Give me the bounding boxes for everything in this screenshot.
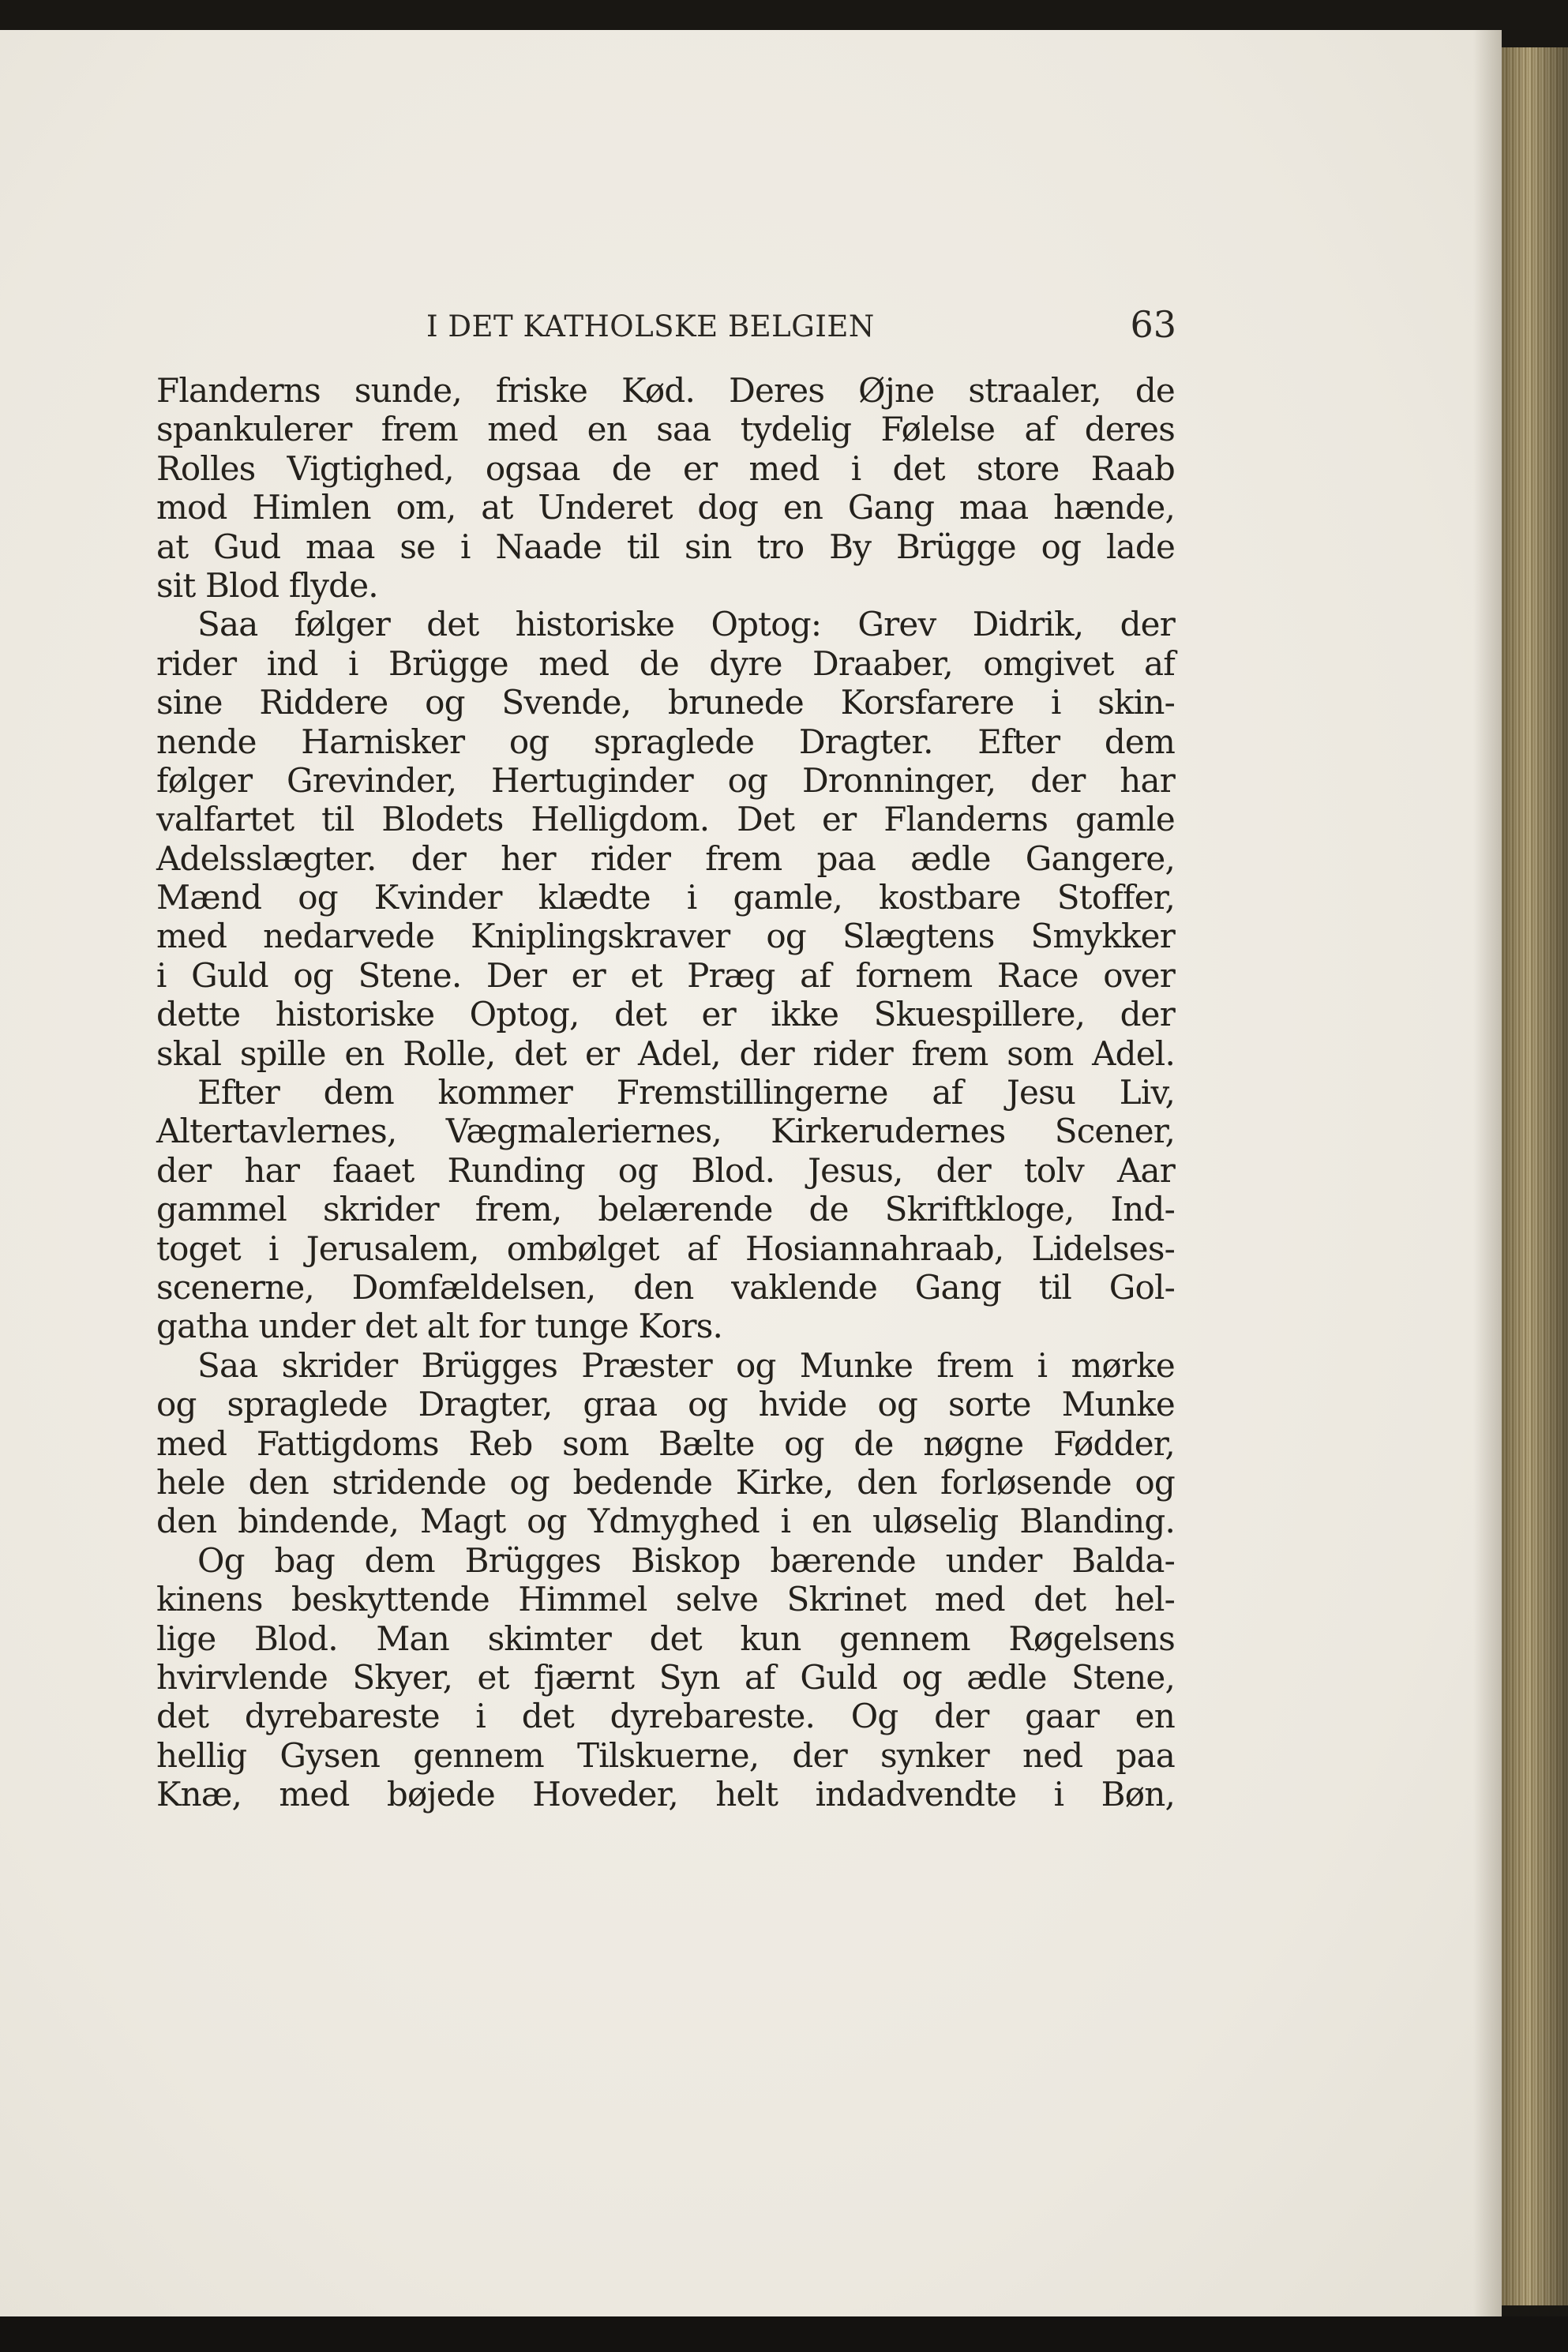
page-gutter-shadow	[1473, 30, 1502, 2316]
running-header	[158, 300, 1176, 363]
text-line: Rolles Vigtighed, ogsaa de er med i det store Raab	[156, 448, 1175, 488]
text-line: spankulerer frem med en saa tydelig Følelse af deres	[156, 410, 1175, 449]
text-line: valfartet til Blodets Helligdom. Det er Flanderns gamle	[156, 800, 1175, 839]
text-line: gatha under det alt for tunge Kors.	[156, 1307, 723, 1346]
text-line: at Gud maa se i Naade til sin tro By Brügge og lade	[156, 527, 1175, 566]
scanner-bottom-band	[0, 2316, 1568, 2352]
text-line: Efter dem kommer Fremstillingerne af Jesu Liv,	[197, 1073, 1175, 1112]
text-line: Altertavlernes, Vægmaleriernes, Kirkerudernes Scener,	[156, 1112, 1175, 1151]
text-line: Mænd og Kvinder klædte i gamle, kostbare Stoffer,	[156, 878, 1175, 917]
text-line: den bindende, Magt og Ydmyghed i en uløselig Blanding.	[156, 1502, 1175, 1541]
text-line: hellig Gysen gennem Tilskuerne, der synker ned paa	[156, 1735, 1175, 1775]
text-line: sine Riddere og Svende, brunede Korsfarere i skin-	[156, 683, 1175, 722]
text-line: Flanderns sunde, friske Kød. Deres Øjne straaler, de	[156, 371, 1175, 410]
text-line: mod Himlen om, at Underet dog en Gang maa hænde,	[156, 488, 1175, 527]
text-line: Knæ, med bøjede Hoveder, helt indadvendte i Bøn,	[156, 1775, 1175, 1814]
text-line: med Fattigdoms Reb som Bælte og de nøgne Fødder,	[156, 1424, 1175, 1463]
book-page-edges-shade	[1502, 47, 1568, 2305]
text-line: kinens beskyttende Himmel selve Skrinet med det hel-	[156, 1580, 1175, 1619]
text-line: rider ind i Brügge med de dyre Draaber, omgivet af	[156, 643, 1175, 683]
text-line: Og bag dem Brügges Biskop bærende under Balda-	[197, 1540, 1175, 1580]
text-line: hvirvlende Skyer, et fjærnt Syn af Guld og ædle Stene,	[156, 1657, 1175, 1697]
text-line: det dyrebareste i det dyrebareste. Og der gaar en	[156, 1697, 1175, 1736]
text-line: og spraglede Dragter, graa og hvide og sorte Munke	[156, 1385, 1175, 1424]
text-line: skal spille en Rolle, det er Adel, der rider frem som Adel.	[156, 1033, 1175, 1073]
running-title: I DET KATHOLSKE BELGIEN	[426, 309, 875, 343]
text-line: der har faaet Runding og Blod. Jesus, der tolv Aar	[156, 1150, 1175, 1190]
text-line: følger Grevinder, Hertuginder og Dronninger, der har	[156, 760, 1175, 800]
text-line: scenerne, Domfældelsen, den vaklende Gang til Gol-	[156, 1267, 1175, 1307]
text-line: gammel skrider frem, belærende de Skriftkloge, Ind-	[156, 1190, 1175, 1229]
text-line: Adelsslægter. der her rider frem paa ædle Gangere,	[156, 838, 1175, 878]
body-text	[156, 371, 1175, 1814]
page-number: 63	[1130, 303, 1176, 346]
text-line: Saa følger det historiske Optog: Grev Didrik, der	[197, 605, 1175, 644]
text-line: Saa skrider Brügges Præster og Munke frem i mørke	[197, 1345, 1175, 1385]
text-line: toget i Jerusalem, ombølget af Hosiannahraab, Lidelses-	[156, 1229, 1175, 1268]
text-line: med nedarvede Kniplingskraver og Slægtens Smykker	[156, 917, 1175, 956]
text-line: dette historiske Optog, det er ikke Skuespillere, der	[156, 995, 1175, 1034]
text-line: lige Blod. Man skimter det kun gennem Røgelsens	[156, 1619, 1175, 1658]
text-line: nende Harnisker og spraglede Dragter. Efter dem	[156, 722, 1175, 761]
text-line: sit Blod flyde.	[156, 565, 378, 605]
text-line: i Guld og Stene. Der er et Præg af fornem Race over	[156, 955, 1175, 995]
text-line: hele den stridende og bedende Kirke, den forløsende og	[156, 1462, 1175, 1502]
